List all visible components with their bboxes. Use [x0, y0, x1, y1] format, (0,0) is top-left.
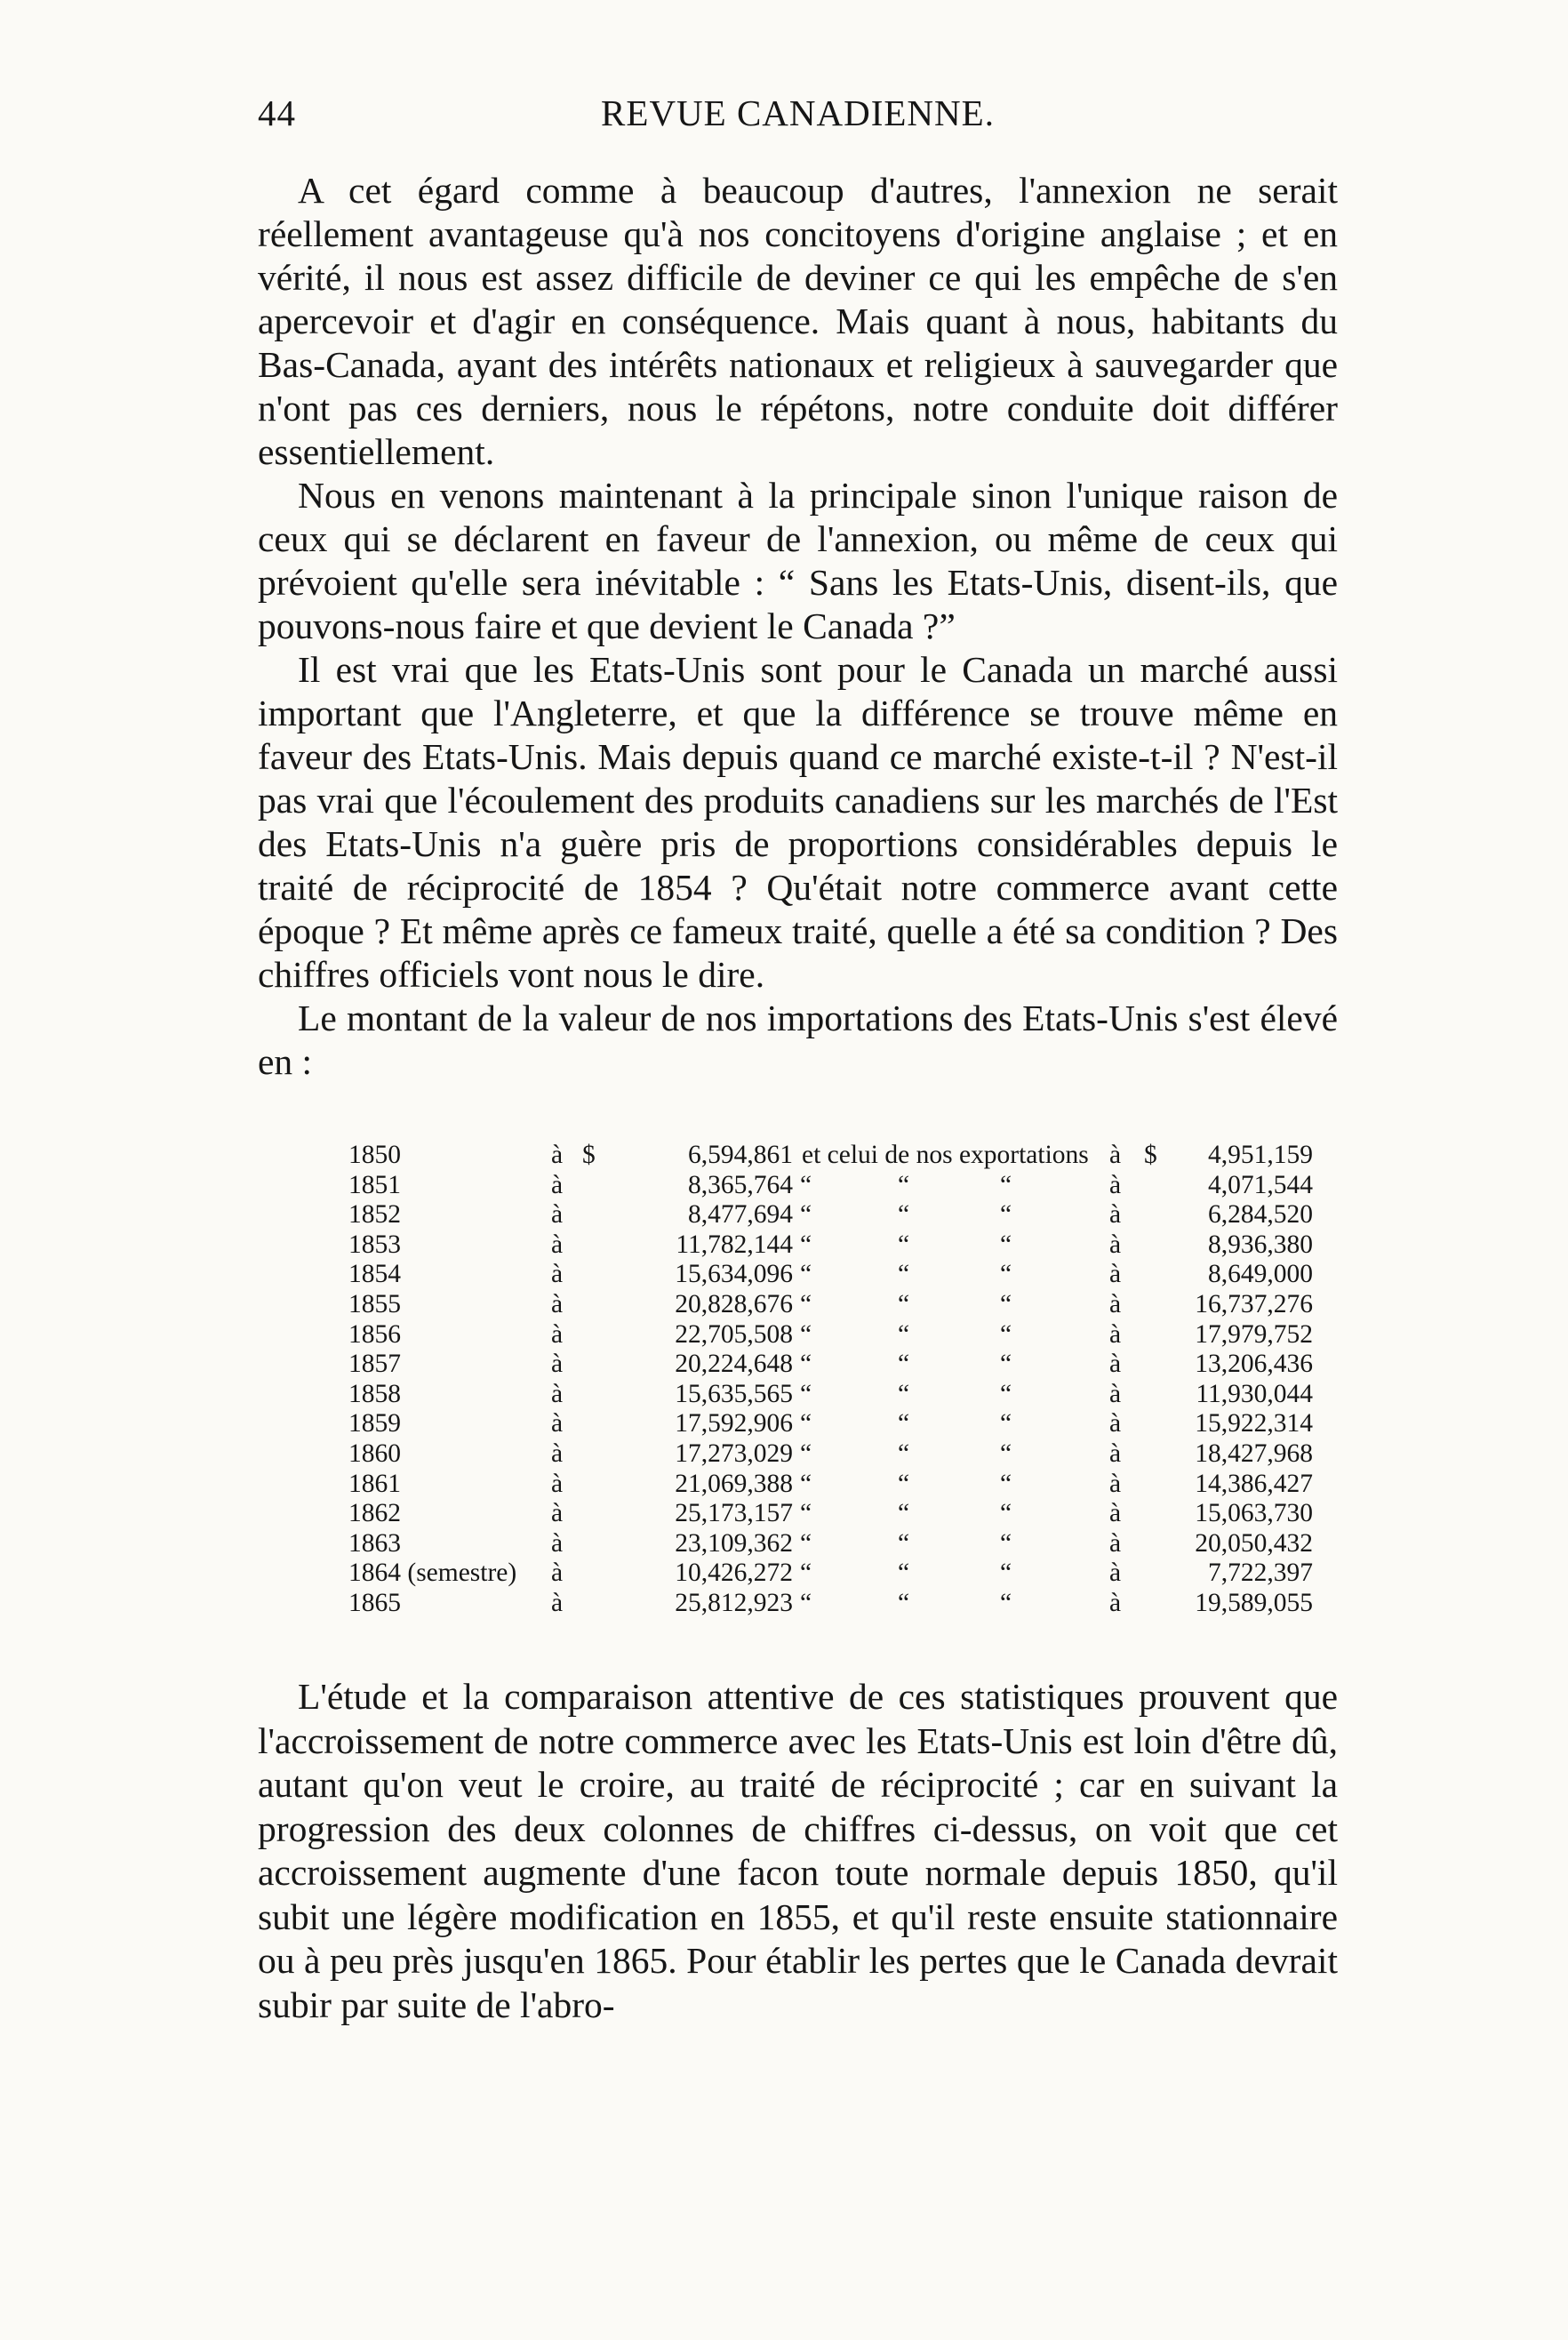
preposition: à [551, 1438, 564, 1468]
ditto-mark: “ [898, 1260, 910, 1289]
imports-value: 20,224,648 [675, 1350, 793, 1379]
year-cell: 1862 [348, 1499, 401, 1528]
year-cell: 1863 [348, 1528, 401, 1558]
page-header [258, 92, 1338, 145]
ditto-mark: “ [800, 1170, 812, 1199]
preposition: à [1109, 1469, 1122, 1498]
ditto-mark: “ [800, 1319, 812, 1349]
preposition: à [551, 1289, 564, 1318]
running-title: REVUE CANADIENNE. [601, 92, 995, 133]
exports-value: 13,206,436 [1195, 1350, 1313, 1379]
paragraph: Le montant de la valeur de nos importations des Etats-Unis s'est élevé en : [258, 998, 1338, 1082]
paragraph: L'étude et la comparaison attentive de ces statistiques prouvent que l'accroissement de notre commerce avec les Etats-Unis est loin d'être dû, autant qu'on veut le croire, au traité de réciprocité ; car en suivant la progression des deux colonnes de chiffres ci-dessus, on voit que cet accroissement augmente d'une facon toute normale depuis 1850, qu'il subit une légère modification en 1855, et qu'il reste ensuite stationnaire ou à peu près jusqu'en 1865. Pour établir les pertes que le Canada devrait subir par suite de l'abro- [258, 1676, 1338, 2025]
preposition: à [551, 1200, 564, 1230]
ditto-mark: “ [1000, 1260, 1012, 1289]
ditto-mark: “ [898, 1528, 910, 1558]
year-cell: 1855 [348, 1289, 401, 1318]
table-row [348, 1439, 1317, 1470]
exports-value: 11,930,044 [1196, 1379, 1313, 1408]
ditto-mark: “ [1000, 1319, 1012, 1349]
preposition: à [1109, 1170, 1122, 1199]
table-row [348, 1589, 1317, 1619]
imports-value: 8,365,764 [688, 1170, 793, 1199]
exports-value: 16,737,276 [1195, 1289, 1313, 1318]
year-cell: 1858 [348, 1379, 401, 1408]
ditto-mark: “ [800, 1200, 812, 1230]
preposition: à [1109, 1559, 1122, 1588]
imports-value: 11,782,144 [676, 1230, 793, 1259]
preposition: à [1109, 1528, 1122, 1558]
year-cell: 1854 [348, 1260, 401, 1289]
exports-value: 4,071,544 [1208, 1170, 1313, 1199]
preposition: à [551, 1319, 564, 1349]
year-cell: 1860 [348, 1438, 401, 1468]
ditto-mark: “ [800, 1289, 812, 1318]
year-cell: 1864 (semestre) [348, 1559, 517, 1588]
year-cell: 1857 [348, 1350, 401, 1379]
ditto-mark: “ [1000, 1289, 1012, 1318]
ditto-mark: “ [898, 1350, 910, 1379]
ditto-mark: “ [1000, 1528, 1012, 1558]
ditto-mark: “ [898, 1170, 910, 1199]
table-row [348, 1320, 1317, 1350]
exports-value: 8,649,000 [1208, 1260, 1313, 1289]
ditto-mark: “ [800, 1260, 812, 1289]
ditto-mark: “ [800, 1499, 812, 1528]
imports-value: 15,635,565 [675, 1379, 793, 1408]
table-row [348, 1529, 1317, 1559]
imports-value: 21,069,388 [675, 1469, 793, 1498]
ditto-mark: “ [898, 1559, 910, 1588]
preposition: à [1109, 1588, 1122, 1617]
year-cell: 1861 [348, 1469, 401, 1498]
preposition: à [551, 1409, 564, 1438]
preposition: à [1109, 1350, 1122, 1379]
preposition: à [551, 1350, 564, 1379]
preposition: à [1109, 1319, 1122, 1349]
imports-value: 20,828,676 [675, 1289, 793, 1318]
ditto-mark: “ [1000, 1350, 1012, 1379]
paragraph: Nous en venons maintenant à la principale sinon l'unique raison de ceux qui se déclarent en faveur de l'annexion, ou même de ceux qui prévoient qu'elle sera inévitable : “ Sans les Etats-Unis, disent-ils, que pouvons-nous faire et que devient le Canada ?” [258, 475, 1338, 646]
ditto-mark: “ [1000, 1200, 1012, 1230]
ditto-mark: “ [898, 1200, 910, 1230]
preposition: à [551, 1469, 564, 1498]
table-row [348, 1200, 1317, 1230]
table-row [348, 1559, 1317, 1589]
ditto-mark: “ [800, 1559, 812, 1588]
ditto-mark: “ [898, 1409, 910, 1438]
exports-value: 14,386,427 [1195, 1469, 1313, 1498]
ditto-mark: “ [800, 1379, 812, 1408]
ditto-mark: “ [800, 1409, 812, 1438]
preposition: à [551, 1559, 564, 1588]
preposition: à [1109, 1409, 1122, 1438]
page-number: 44 [258, 92, 296, 133]
preposition: à [551, 1588, 564, 1617]
preposition: à [1109, 1379, 1122, 1408]
ditto-mark: “ [1000, 1379, 1012, 1408]
ditto-mark: “ [800, 1528, 812, 1558]
ditto-mark: “ [898, 1438, 910, 1468]
table-row [348, 1230, 1317, 1261]
preposition: à [1109, 1141, 1122, 1169]
exports-value: 15,922,314 [1195, 1409, 1313, 1438]
year-cell: 1856 [348, 1319, 401, 1349]
ditto-mark: “ [898, 1379, 910, 1408]
ditto-mark: “ [800, 1469, 812, 1498]
ditto-mark: “ [898, 1469, 910, 1498]
exports-value: 19,589,055 [1195, 1588, 1313, 1617]
imports-value: 23,109,362 [675, 1528, 793, 1558]
preposition: à [551, 1260, 564, 1289]
ditto-mark: “ [1000, 1170, 1012, 1199]
preposition: à [1109, 1499, 1122, 1528]
preposition: à [551, 1230, 564, 1259]
ditto-mark: “ [898, 1588, 910, 1617]
imports-value: 25,812,923 [675, 1588, 793, 1617]
year-cell: 1850 [348, 1141, 401, 1169]
exports-value: 7,722,397 [1208, 1559, 1313, 1588]
exports-value: 8,936,380 [1208, 1230, 1313, 1259]
ditto-mark: “ [1000, 1409, 1012, 1438]
trade-table [348, 1141, 1317, 1619]
ditto-mark: “ [898, 1319, 910, 1349]
preposition: à [1109, 1438, 1122, 1468]
preposition: à [1109, 1230, 1122, 1259]
paragraph: A cet égard comme à beaucoup d'autres, l'annexion ne serait réellement avantageuse qu'à nos concitoyens d'origine anglaise ; et en vérité, il nous est assez difficile de deviner ce qui les empêche de s'en apercevoir et d'agir en conséquence. Mais quant à nous, habitants du Bas-Canada, ayant des intérêts nationaux et religieux à sauvegarder que n'ont pas ces derniers, nous le répétons, notre conduite doit différer essentiellement. [258, 170, 1338, 472]
table-row [348, 1350, 1317, 1380]
row-description: et celui de nos exportations [802, 1141, 1089, 1169]
currency-symbol: $ [1144, 1141, 1157, 1169]
table-row [348, 1409, 1317, 1439]
table-row [348, 1290, 1317, 1320]
ditto-mark: “ [898, 1289, 910, 1318]
preposition: à [551, 1379, 564, 1408]
imports-value: 17,592,906 [675, 1409, 793, 1438]
exports-value: 18,427,968 [1195, 1438, 1313, 1468]
table-row [348, 1171, 1317, 1201]
imports-value: 10,426,272 [675, 1559, 793, 1588]
table-row [348, 1499, 1317, 1529]
year-cell: 1852 [348, 1200, 401, 1230]
ditto-mark: “ [1000, 1559, 1012, 1588]
year-cell: 1865 [348, 1588, 401, 1617]
preposition: à [1109, 1260, 1122, 1289]
ditto-mark: “ [1000, 1469, 1012, 1498]
exports-value: 17,979,752 [1195, 1319, 1313, 1349]
exports-value: 15,063,730 [1195, 1499, 1313, 1528]
currency-symbol: $ [582, 1141, 596, 1169]
imports-value: 8,477,694 [688, 1200, 793, 1230]
ditto-mark: “ [800, 1438, 812, 1468]
imports-value: 22,705,508 [675, 1319, 793, 1349]
body-text [258, 169, 1338, 1084]
body-text-continued [258, 1675, 1338, 2027]
table-row [348, 1141, 1317, 1171]
table-row [348, 1470, 1317, 1500]
paragraph: Il est vrai que les Etats-Unis sont pour le Canada un marché aussi important que l'Angleterre, et que la différence se trouve même en faveur des Etats-Unis. Mais depuis quand ce marché existe-t-il ? N'est-il pas vrai que l'écoulement des produits canadiens sur les marchés de l'Est des Etats-Unis n'a guère pris de proportions considérables depuis le traité de réciprocité de 1854 ? Qu'était notre commerce avant cette époque ? Et même après ce fameux traité, quelle a été sa condition ? Des chiffres officiels vont nous le dire. [258, 649, 1338, 995]
preposition: à [1109, 1200, 1122, 1230]
ditto-mark: “ [800, 1230, 812, 1259]
ditto-mark: “ [898, 1499, 910, 1528]
ditto-mark: “ [1000, 1588, 1012, 1617]
ditto-mark: “ [800, 1350, 812, 1379]
preposition: à [551, 1170, 564, 1199]
ditto-mark: “ [1000, 1230, 1012, 1259]
year-cell: 1853 [348, 1230, 401, 1259]
ditto-mark: “ [1000, 1438, 1012, 1468]
preposition: à [551, 1499, 564, 1528]
preposition: à [551, 1141, 564, 1169]
imports-value: 25,173,157 [675, 1499, 793, 1528]
imports-value: 6,594,861 [688, 1141, 793, 1169]
year-cell: 1851 [348, 1170, 401, 1199]
exports-value: 6,284,520 [1208, 1200, 1313, 1230]
preposition: à [551, 1528, 564, 1558]
ditto-mark: “ [898, 1230, 910, 1259]
imports-value: 15,634,096 [675, 1260, 793, 1289]
ditto-mark: “ [800, 1588, 812, 1617]
exports-value: 20,050,432 [1195, 1528, 1313, 1558]
table-row [348, 1380, 1317, 1410]
imports-value: 17,273,029 [675, 1438, 793, 1468]
ditto-mark: “ [1000, 1499, 1012, 1528]
table-row [348, 1260, 1317, 1290]
preposition: à [1109, 1289, 1122, 1318]
year-cell: 1859 [348, 1409, 401, 1438]
exports-value: 4,951,159 [1208, 1141, 1313, 1169]
